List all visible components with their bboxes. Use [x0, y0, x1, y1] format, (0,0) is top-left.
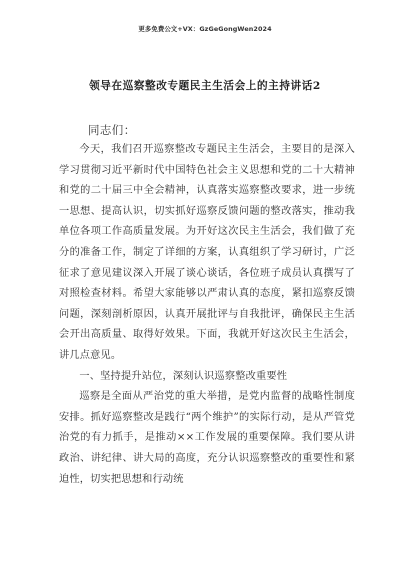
document-body: [59, 140, 355, 490]
document-title: 领导在巡察整改专题民主生活会上的主持讲话2: [89, 80, 321, 92]
body-paragraph-intro: 今天，我们召开巡察整改专题民主生活会，主要目的是深入学习贯彻习近平新时代中国特色社会主义思想和党的二十大精神和党的二十届三中全会精神，认真落实巡察整改要求，进一步统一思想、提高认识，切实抓好巡察反馈问题的整改落实，推动我单位各项工作高质量发展。为开好这次民主生活会，我们做了充分的准备工作，制定了详细的方案，认真组织了学习研讨，广泛征求了意见建议深入开展了谈心谈话，各位班子成员认真撰写了对照检查材料。希望大家能够以严肃认真的态度，紧扣巡察反馈问题，深刻剖析原因，认真开展批评与自我批评，确保民主生活会开出高质量、取得好效果。下面，我就开好这次民主生活会，讲几点意见。: [59, 144, 355, 361]
section-heading-1: 一、坚持提升站位，深刻认识巡察整改重要性: [79, 370, 288, 382]
header-note: 更多免费公文+VX：GzGeGongWen2024: [138, 25, 272, 33]
salutation: 同志们：: [88, 123, 136, 137]
body-paragraph-section-1: 巡察是全面从严治党的重大举措，是党内监督的战略性制度安排。抓好巡察整改是践行“两个维护”的实际行动，是从严管党治党的有力抓手，是推动××工作发展的重要保障。我们要从讲政治、讲纪律、讲大局的高度，充分认识巡察整改的重要性和紧迫性，切实把思想和行动统: [59, 391, 355, 485]
